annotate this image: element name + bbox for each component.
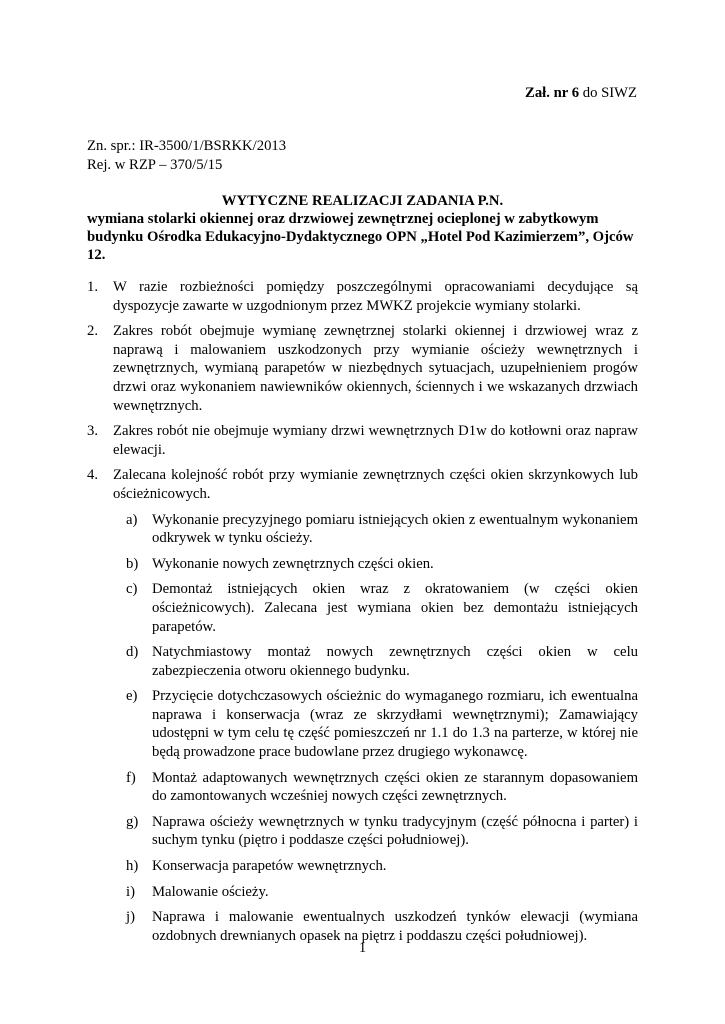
sublist-text: Montaż adaptowanych wewnętrznych części okien ze starannym dopasowaniem do zamontowanych wcześniej nowych części zewnętrznych. (152, 769, 638, 805)
sublist-text: Naprawa i malowanie ewentualnych uszkodzeń tynków elewacji (wymiana ozdobnych drewnianych opasek na piętrz i poddaszu części południowej). (152, 909, 638, 944)
attachment-suffix: do SIWZ (579, 85, 637, 101)
item-text: Zakres robót nie obejmuje wymiany drzwi wewnętrznych D1w do kotłowni oraz napraw elewacji. (113, 423, 638, 458)
reference-block (87, 137, 286, 175)
sublist-item (126, 883, 638, 902)
sublist-text: Natychmiastowy montaż nowych zewnętrznych części okien w celu zabezpieczenia otworu okiennego budynku. (152, 644, 638, 679)
sublist-letter: i) (126, 883, 135, 900)
sublist-item (126, 857, 638, 876)
item-number: 3. (87, 423, 99, 440)
sublist-letter: g) (126, 813, 139, 830)
sublist-item (126, 769, 638, 806)
page-number: 1 (358, 940, 367, 956)
sublist-item (126, 580, 638, 636)
case-reference: Zn. spr.: IR-3500/1/BSRKK/2013 (87, 138, 287, 154)
sublist-item (126, 643, 638, 680)
sublist-text: Naprawa ościeży wewnętrznych w tynku tradycyjnym (część północna i parter) i suchym tynku (piętro i poddasze części południowej). (152, 813, 638, 849)
sublist-letter: f) (126, 769, 136, 786)
sublist-text: Przycięcie dotychczasowych ościeżnic do wymaganego rozmiaru, ich ewentualna naprawa i konserwacja (wraz ze skrzydłami wewnętrznymi); Zamawiający udostępni w tym celu tę część pomieszczeń nr 1.1 do 1.3 na parterze, w której nie będą prowadzone prace budowlane przez drugiego wykonawcę. (152, 688, 638, 761)
item-text: Zalecana kolejność robót przy wymianie zewnętrznych części okien skrzynkowych lub ościeżnicowych. (113, 467, 638, 502)
attachment-label (525, 85, 637, 102)
sublist-text: Demontaż istniejących okien wraz z okratowaniem (w części okien ościeżnicowych). Zalecana jest wymiana okien bez demontażu istniejących parapetów. (152, 581, 638, 635)
sublist-letter: j) (126, 909, 135, 926)
sublist-item (126, 511, 638, 548)
sublist-letter: h) (126, 858, 139, 875)
list-item (87, 322, 638, 415)
list-item (87, 466, 638, 503)
sublist-letter: c) (126, 581, 138, 598)
item-number: 1. (87, 279, 99, 295)
sublist-item (126, 555, 638, 574)
document-title: WYTYCZNE REALIZACJI ZADANIA P.N. (221, 193, 504, 209)
document-subtitle: wymiana stolarki okiennej oraz drzwiowej zewnętrznej ocieplonej w zabytkowym budynku Ośrodka Edukacyjno-Dydaktycznego OPN „Hotel Pod Kazimierzem”, Ojców 12. (87, 211, 634, 263)
sublist-item (126, 687, 638, 761)
sublist-text: Wykonanie nowych zewnętrznych części okien. (152, 555, 434, 572)
sublist-letter: a) (126, 511, 138, 528)
sublist-letter: b) (126, 555, 139, 572)
item-number: 2. (87, 323, 99, 340)
sublist-item (126, 813, 638, 850)
registry-reference: Rej. w RZP – 370/5/15 (87, 157, 223, 173)
lettered-sublist (87, 511, 638, 946)
item-text: W razie rozbieżności pomiędzy poszczególnymi opracowaniami decydujące są dyspozycje zawarte w uzgodnionym przez MWKZ projekcie wymiany stolarki. (113, 279, 638, 314)
attachment-number: Zał. nr 6 (525, 85, 580, 101)
list-item (87, 422, 638, 459)
title-block (87, 192, 638, 264)
item-text: Zakres robót obejmuje wymianę zewnętrznej stolarki okiennej i drzwiowej wraz z naprawą i malowaniem uszkodzonych przy wymianie ościeży wewnętrznych i zewnętrznych, wymianą parapetów w niezbędnych sytuacjach, uzupełnieniem progów drzwi oraz wykonaniem nawiewników okiennych, ściennych i we wskazanych drzwiach wewnętrznych. (113, 323, 638, 414)
sublist-letter: e) (126, 688, 138, 705)
list-item (87, 278, 638, 315)
sublist-text: Malowanie ościeży. (152, 883, 269, 900)
numbered-list (87, 278, 638, 952)
item-number: 4. (87, 467, 99, 484)
sublist-text: Konserwacja parapetów wewnętrznych. (152, 858, 387, 875)
sublist-letter: d) (126, 644, 139, 661)
sublist-text: Wykonanie precyzyjnego pomiaru istniejących okien z ewentualnym wykonaniem odkrywek w tynku ościeży. (152, 511, 638, 547)
